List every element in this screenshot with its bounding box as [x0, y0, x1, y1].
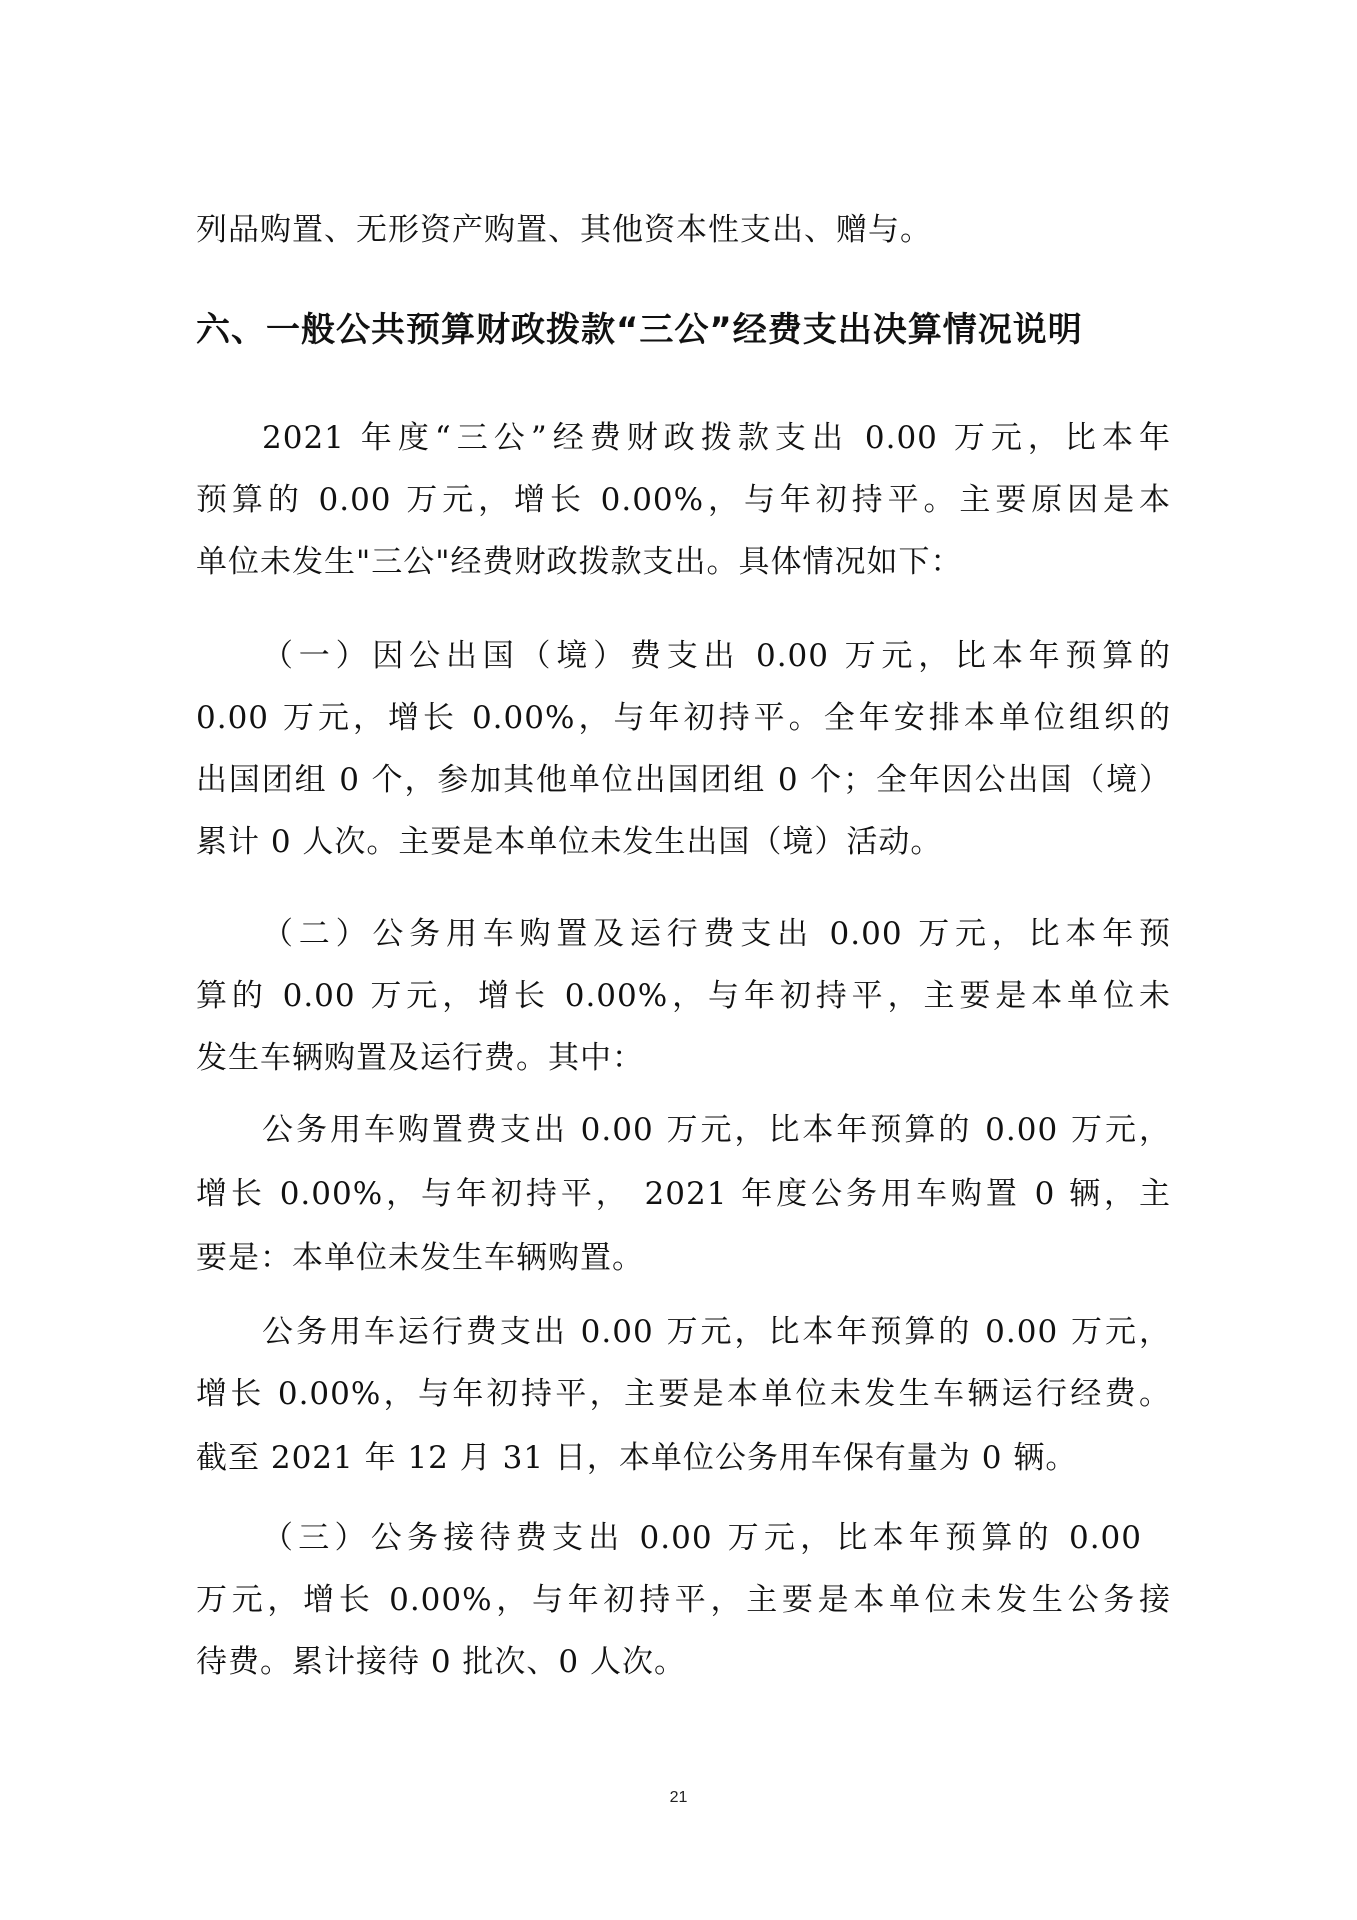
- paragraph-line: 单位未发生"三公"经费财政拨款支出。具体情况如下：: [196, 544, 963, 580]
- paragraph-line: 要是：本单位未发生车辆购置。: [196, 1240, 644, 1276]
- paragraph-line: 累计 0 人次。主要是本单位未发生出国（境）活动。: [196, 824, 943, 860]
- paragraph-line: 公务用车购置费支出 0.00 万元，比本年预算的 0.00 万元，: [262, 1112, 1171, 1148]
- paragraph-line: （二）公务用车购置及运行费支出 0.00 万元，比本年预: [262, 916, 1171, 952]
- paragraph-line: 0.00 万元，增长 0.00%，与年初持平。全年安排本单位组织的: [196, 700, 1171, 736]
- paragraph-line: 待费。累计接待 0 批次、0 人次。: [196, 1644, 687, 1680]
- paragraph-line: （三）公务接待费支出 0.00 万元，比本年预算的 0.00: [262, 1520, 1142, 1556]
- paragraph-line: 2021 年度“三公”经费财政拨款支出 0.00 万元，比本年: [262, 420, 1171, 456]
- paragraph-line: （一）因公出国（境）费支出 0.00 万元，比本年预算的: [262, 638, 1171, 674]
- paragraph-line: 预算的 0.00 万元，增长 0.00%，与年初持平。主要原因是本: [196, 482, 1171, 518]
- paragraph-line: 增长 0.00%，与年初持平，主要是本单位未发生车辆运行经费。: [196, 1376, 1171, 1412]
- paragraph-line: 截至 2021 年 12 月 31 日，本单位公务用车保有量为 0 辆。: [196, 1440, 1078, 1476]
- section-heading: 六、一般公共预算财政拨款“三公”经费支出决算情况说明: [196, 310, 1083, 350]
- paragraph-line: 万元，增长 0.00%，与年初持平，主要是本单位未发生公务接: [196, 1582, 1171, 1618]
- paragraph-line: 增长 0.00%，与年初持平， 2021 年度公务用车购置 0 辆，主: [196, 1176, 1171, 1212]
- paragraph-line: 列品购置、无形资产购置、其他资本性支出、赠与。: [196, 212, 932, 248]
- paragraph-line: 公务用车运行费支出 0.00 万元，比本年预算的 0.00 万元，: [262, 1314, 1171, 1350]
- paragraph-line: 算的 0.00 万元，增长 0.00%，与年初持平，主要是本单位未: [196, 978, 1171, 1014]
- paragraph-line: 发生车辆购置及运行费。其中：: [196, 1040, 644, 1076]
- page-number: 21: [669, 1789, 688, 1806]
- paragraph-line: 出国团组 0 个，参加其他单位出国团组 0 个；全年因公出国（境）: [196, 762, 1171, 798]
